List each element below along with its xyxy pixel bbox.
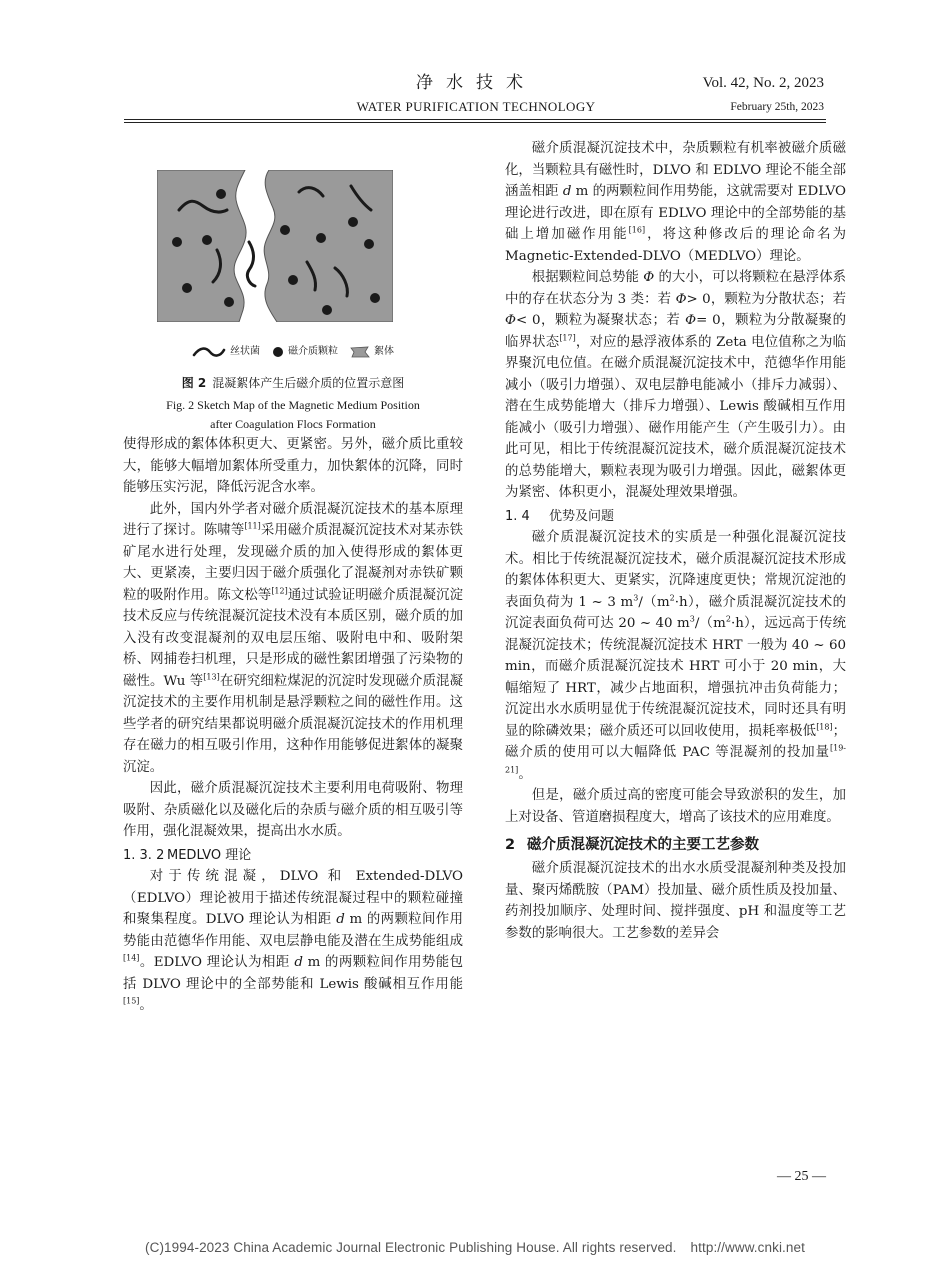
- figure-caption-en-line2: after Coagulation Flocs Formation: [210, 417, 376, 431]
- figure-caption-text: 混凝絮体产生后磁介质的位置示意图: [212, 376, 405, 390]
- particle-legend-icon: [272, 346, 284, 358]
- magnetic-particle: [224, 297, 234, 307]
- paragraph: 此外，国内外学者对磁介质混凝沉淀技术的基本原理进行了探讨。陈啸等[11]采用磁介质混凝沉淀技术对某赤铁矿尾水进行处理，发现磁介质的加入使得形成的絮体更大、更紧凑，主要归因于磁介质强化了混凝剂对赤铁矿颗粒的吸附作用。陈文松等[12]通过试验证明磁介质混凝沉淀技术反应与传统混凝沉淀技术没有本质区别，磁介质的加入没有改变混凝剂的双电层压缩、吸附电中和、吸附架桥、网捕卷扫机理，只是形成的磁性絮团增强了污染物的磁性。Wu 等[13]在研究细粒煤泥的沉淀时发现磁介质混凝沉淀技术的主要作用机制是悬浮颗粒之间的磁性作用。这些学者的研究结果都说明磁介质混凝沉淀技术的作用机理存在磁力的相互吸引作用，这种作用能够促进絮体的凝聚沉淀。: [123, 501, 464, 775]
- magnetic-particle: [322, 305, 332, 315]
- figure-caption-cn: [123, 374, 463, 393]
- issue-info: [703, 72, 824, 117]
- paragraph: 使得形成的絮体体积更大、更紧密。另外，磁介质比重较大，能够大幅增加絮体所受重力，加快絮体的沉降，同时能够压实污泥，降低污泥含水率。: [123, 437, 463, 495]
- copyright-text: (C)1994-2023 China Academic Journal Electronic Publishing House. All rights reserved.: [145, 1240, 677, 1255]
- section-heading-1-3-2: 1. 3. 2 MEDLVO 理论: [123, 847, 252, 863]
- legend-floc-label: 絮体: [374, 346, 394, 358]
- figure-caption-en: [123, 396, 463, 434]
- citation[interactable]: [18]: [816, 722, 833, 732]
- magnetic-particle: [216, 189, 226, 199]
- figure-2: [123, 160, 463, 340]
- cnki-link[interactable]: http://www.cnki.net: [690, 1240, 805, 1255]
- paragraph: 磁介质混凝沉淀技术的实质是一种强化混凝沉淀技术。相比于传统混凝沉淀技术，磁介质混凝沉淀技术形成的絮体体积更大、更紧实，沉降速度更快；常规沉淀池的表面负荷为 1 ~ 3 $m^3/(m^2\cdot h)$，磁介质混凝沉淀技术的沉淀表面负荷可达 20 ~ 40 $m^3/(m^2\cdot h)$，远远高于传统混凝沉淀技术；传统混凝沉淀技术 HRT 一般为 40 ~ 60 min，而磁介质混凝沉淀技术 HRT 可小于 20 min，大幅缩短了 HRT，减少占地面积，增强抗冲击负荷能力；沉淀出水水质明显优于传统混凝沉淀技术，同时还具有明显的除磷效果；磁介质还可以回收使用，损耗率极低[18]；磁介质的使用可以大幅降低 PAC 等混凝剂的投加量[19-21]。: [505, 530, 846, 782]
- header-rule-thin: [124, 122, 826, 123]
- paragraph: 根据颗粒间总势能 Φ 的大小，可以将颗粒在悬浮体系中的存在状态分为 3 类：若 Φ> 0，颗粒为分散状态；若 Φ< 0，颗粒为凝聚状态；若 Φ= 0，颗粒为分散凝聚的临界状态[17]，对应的悬浮液体系的 Zeta 电位值称之为临界聚沉电位值。在磁介质混凝沉淀技术中，范德华作用能减小（吸引力增强）、双电层静电能减小（排斥力减弱）、潜在生成势能增大（排斥力增强）、Lewis 酸碱相互作用能减小（吸引力增强）、磁作用能产生（产生吸引力）。由此可见，相比于传统混凝沉淀技术，磁介质混凝沉淀技术的总势能增大，颗粒表现为吸引力增强。因此，磁絮体更为紧密、体积更小，混凝处理效果增强。: [505, 270, 847, 500]
- journal-header: [316, 72, 636, 117]
- volume-info: Vol. 42, No. 2, 2023: [702, 75, 824, 91]
- paragraph: 但是，磁介质过高的密度可能会导致淤积的发生，加上对设备、管道磨损程度大，增高了该技术的应用难度。: [505, 788, 846, 825]
- paragraph: 因此，磁介质混凝沉淀技术主要利用电荷吸附、物理吸附、杂质磁化以及磁化后的杂质与磁介质的相互吸引等作用，强化混凝效果，提高出水水质。: [123, 781, 463, 839]
- magnetic-particle: [288, 275, 298, 285]
- journal-title-cn: 净水技术: [416, 73, 536, 93]
- magnetic-particle: [280, 225, 290, 235]
- citation[interactable]: [19-21]: [505, 743, 846, 775]
- citation[interactable]: [13]: [203, 672, 220, 682]
- floc-sketch-illustration: [157, 170, 393, 322]
- section-heading-1-4: 1. 4 优势及问题: [505, 508, 615, 524]
- section-heading-2: 2 磁介质混凝沉淀技术的主要工艺参数: [505, 837, 759, 853]
- citation[interactable]: [14]: [123, 953, 140, 963]
- figure-caption-en-line1: Fig. 2 Sketch Map of the Magnetic Medium Position: [166, 398, 420, 412]
- magnetic-particle: [182, 283, 192, 293]
- left-column: [123, 160, 463, 1017]
- floc-legend-icon: [350, 346, 370, 358]
- figure-legend: [123, 340, 463, 364]
- legend-filament-label: 丝状菌: [230, 346, 260, 358]
- citation[interactable]: [15]: [123, 996, 140, 1006]
- legend-particle-label: 磁介质颗粒: [288, 346, 338, 358]
- issue-date: February 25th, 2023: [730, 101, 824, 113]
- right-column: [505, 138, 846, 944]
- legend-particle: [272, 341, 338, 363]
- page-footer: [0, 1240, 950, 1255]
- figure-label: 图 2: [181, 376, 207, 390]
- citation[interactable]: [17]: [559, 333, 576, 343]
- citation[interactable]: [11]: [244, 521, 261, 531]
- legend-floc: [350, 341, 394, 363]
- legend-filament: [192, 341, 260, 363]
- page-number: — 25 —: [777, 1169, 826, 1184]
- paragraph: 磁介质混凝沉淀技术中，杂质颗粒有机率被磁介质磁化，当颗粒具有磁性时，DLVO 和 EDLVO 理论不能全部涵盖相距 d m 的两颗粒间作用势能，这就需要对 EDLVO 理论进行改进，即在原有 EDLVO 理论中的全部势能的基础上增加磁作用能[16]，将这种修改后的理论命名为 Magnetic-Extended-DLVO（MEDLVO）理论。: [505, 141, 847, 264]
- magnetic-particle: [202, 235, 212, 245]
- paragraph: 磁介质混凝沉淀技术的出水水质受混凝剂种类及投加量、聚丙烯酰胺（PAM）投加量、磁介质性质及投加量、药剂投加顺序、处理时间、搅拌强度、pH 和温度等工艺参数的影响很大。工艺参数的差异会: [505, 861, 846, 941]
- magnetic-particle: [172, 237, 182, 247]
- citation[interactable]: [16]: [628, 225, 646, 235]
- magnetic-particle: [316, 233, 326, 243]
- filament-legend-icon: [192, 346, 226, 358]
- magnetic-particle: [364, 239, 374, 249]
- paragraph: 对于传统混凝，DLVO 和 Extended-DLVO（EDLVO）理论被用于描述传统混凝过程中的颗粒碰撞和聚集程度。DLVO 理论认为相距 d m 的两颗粒间作用势能由范德华作用能、双电层静电能及潜在生成势能组成[14]。EDLVO 理论认为相距 d m 的两颗粒间作用势能包括 DLVO 理论中的全部势能和 Lewis 酸碱相互作用能[15]。: [123, 869, 463, 1013]
- citation[interactable]: [12]: [271, 586, 288, 596]
- header-rule: [124, 119, 826, 120]
- journal-title-en: WATER PURIFICATION TECHNOLOGY: [356, 99, 596, 114]
- magnetic-particle: [370, 293, 380, 303]
- filament-3: [247, 242, 255, 286]
- magnetic-particle: [348, 217, 358, 227]
